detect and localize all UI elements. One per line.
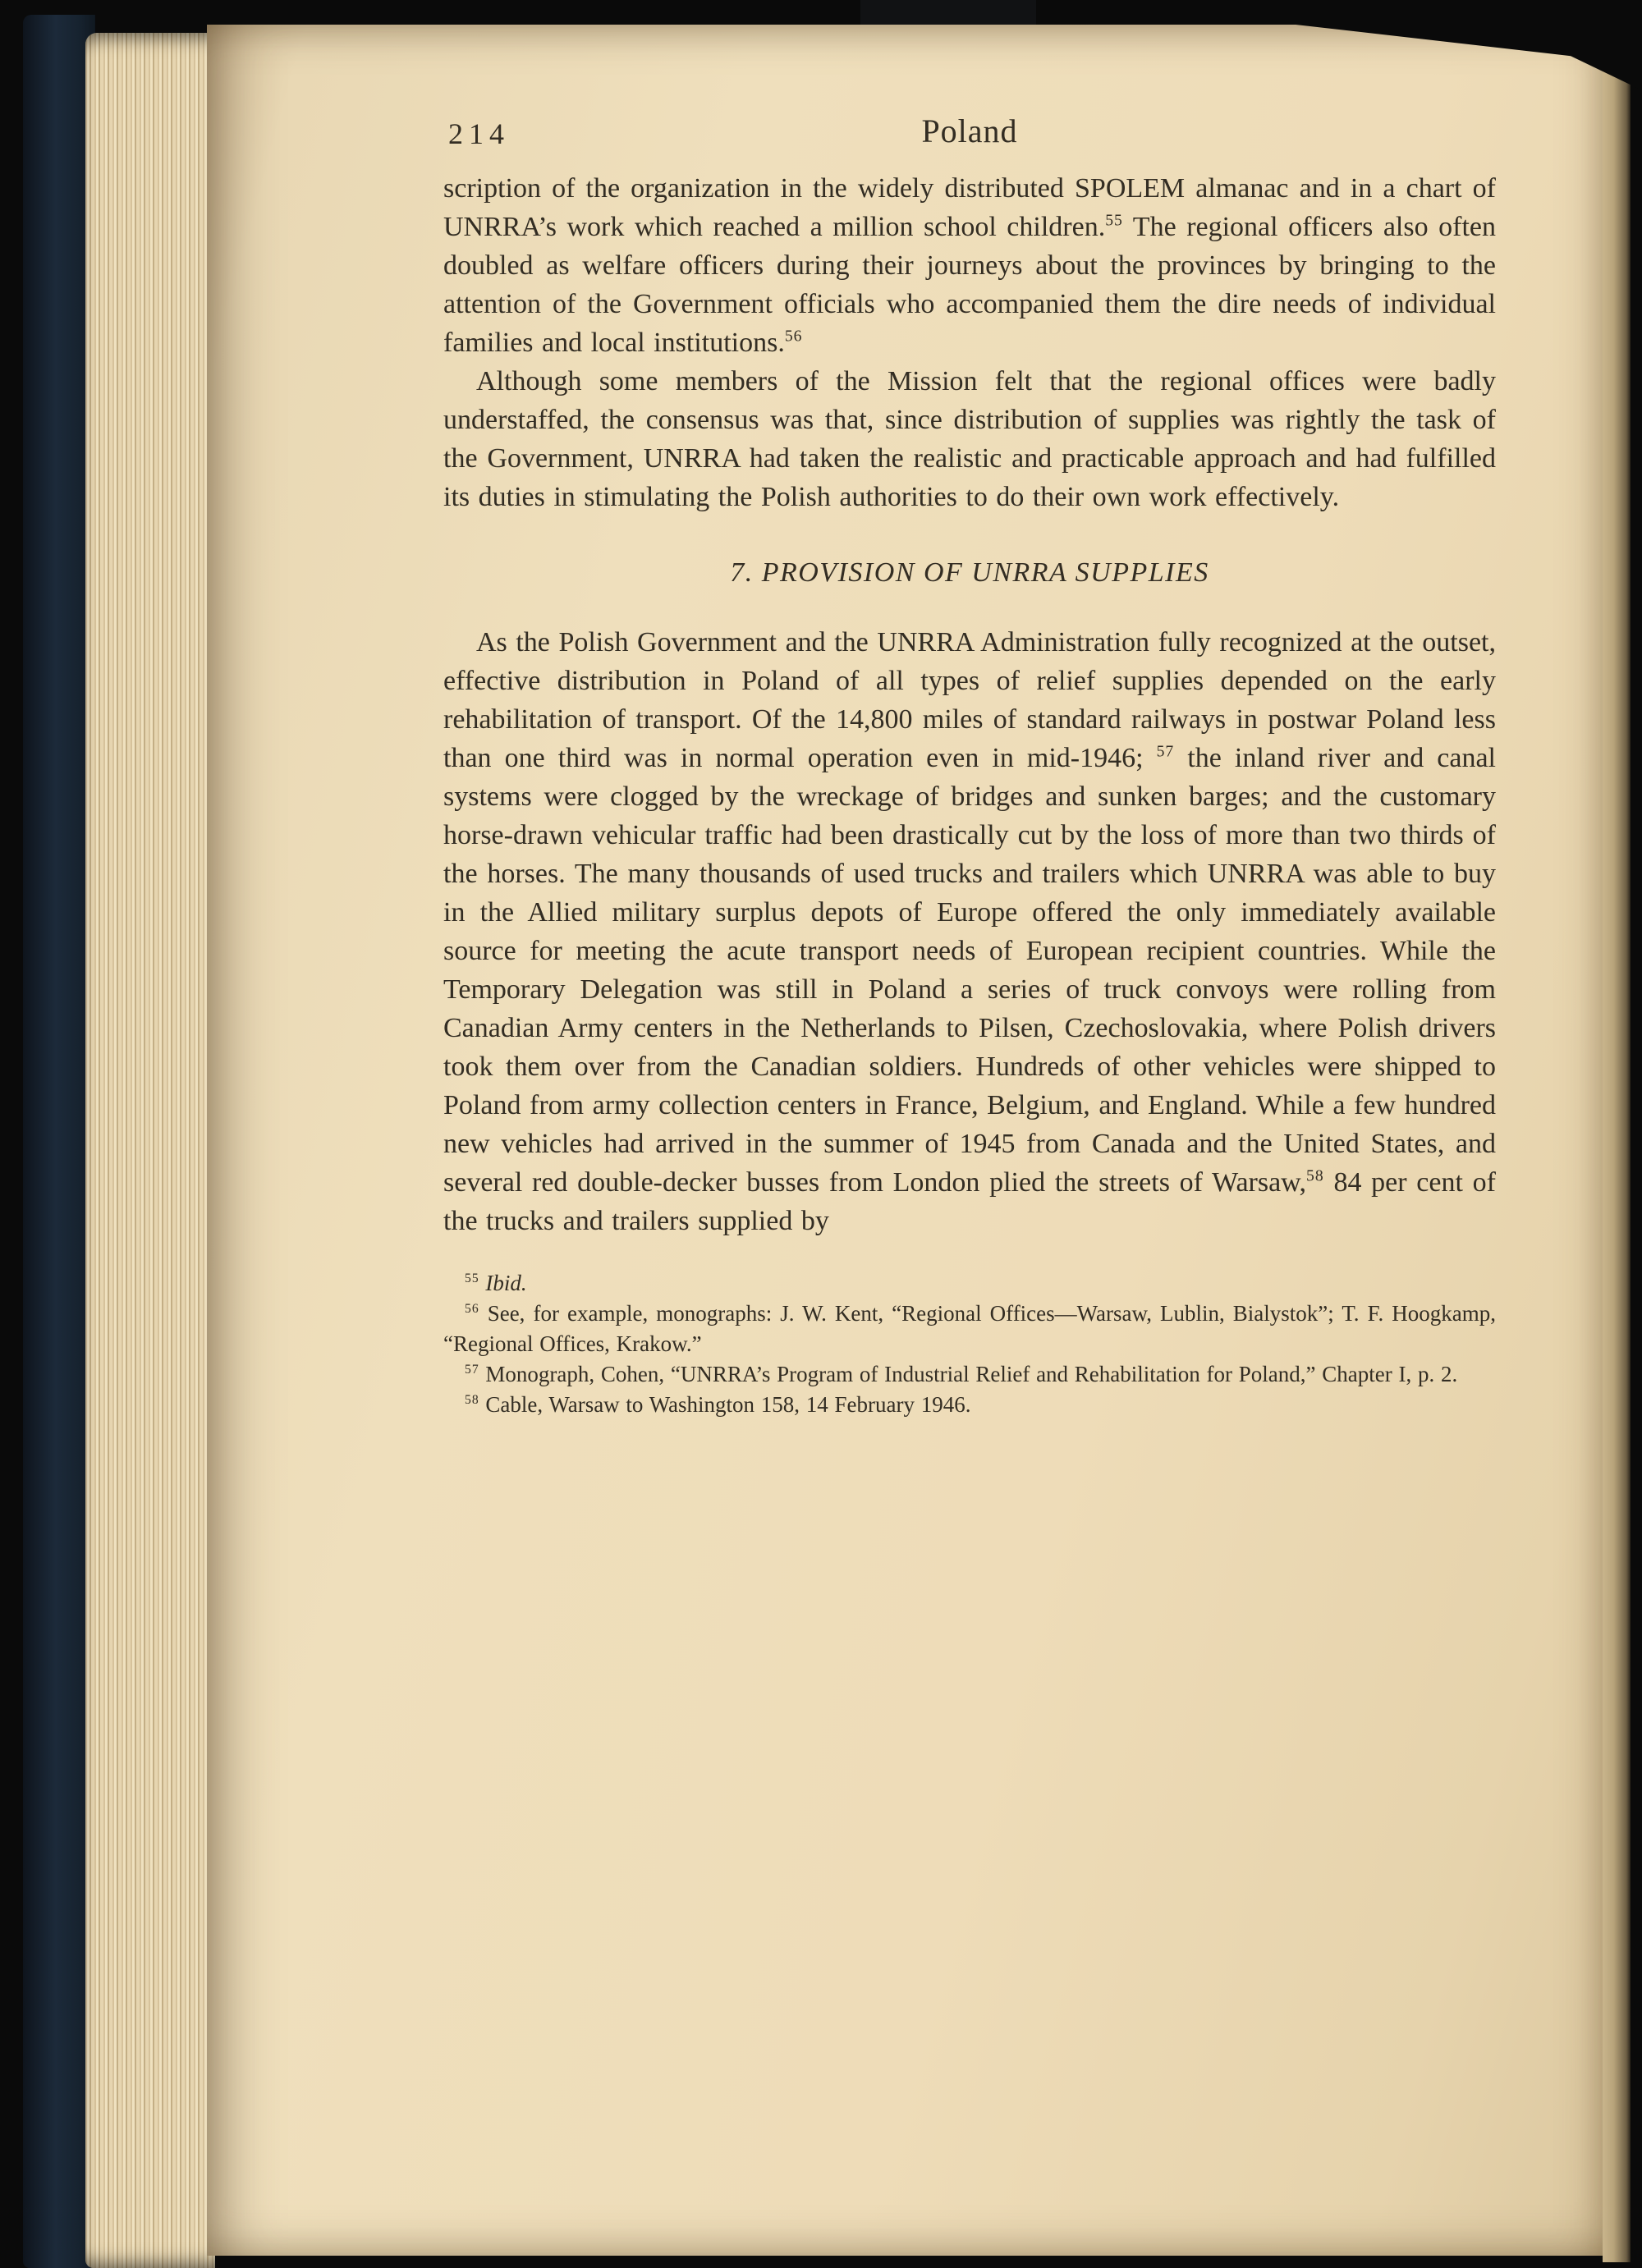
footnote-number: 56 <box>465 1302 479 1316</box>
paragraph-1 <box>443 169 1496 362</box>
book-page <box>207 25 1603 2256</box>
footnote-58 <box>443 1390 1496 1420</box>
footnote-56 <box>443 1299 1496 1359</box>
footnote-marker-58: 58 <box>1306 1166 1324 1185</box>
book-page-edges <box>85 33 215 2268</box>
footnotes-section <box>443 1268 1496 1420</box>
footnote-57 <box>443 1359 1496 1390</box>
footnote-marker-57: 57 <box>1156 742 1175 761</box>
section-heading: 7. PROVISION OF UNRRA SUPPLIES <box>730 557 1209 588</box>
footnote-marker-55: 55 <box>1105 211 1123 230</box>
footnote-text: See, for example, monographs: J. W. Kent, “Regional Offices—Warsaw, Lublin, Bialystok”; T. F. Hoogkamp, “Regional Offices, Krakow.” <box>443 1301 1496 1356</box>
book-spine <box>23 15 95 2268</box>
footnote-number: 57 <box>465 1363 479 1377</box>
paragraph-text: 84 per cent of the trucks and trailers supplied by <box>443 1167 1496 1236</box>
paragraph-text: The regional officers also often doubled as welfare officers during their journeys about the provinces by bringing to the attention of the Government officials who accompanied them the dire needs of individual families and local institutions. <box>443 212 1496 358</box>
paragraph-text: As the Polish Government and the UNRRA Administration fully recognized at the outset, effective distribution in Poland of all types of relief supplies depended on the early rehabilitation of transport. Of the 14,800 miles of standard railways in postwar Poland less than one third was in normal operation even in mid-1946; <box>443 627 1496 773</box>
footnote-55 <box>443 1268 1496 1299</box>
page-header <box>443 110 1496 158</box>
page-text-block <box>443 110 1496 1420</box>
paragraph-3 <box>443 623 1496 1240</box>
footnote-number: 55 <box>465 1271 479 1285</box>
footnote-text: Ibid. <box>479 1271 527 1295</box>
footnote-text: Monograph, Cohen, “UNRRA’s Program of Industrial Relief and Rehabilitation for Poland,” Chapter I, p. 2. <box>479 1362 1458 1386</box>
paragraph-text: the inland river and canal systems were clogged by the wreckage of bridges and sunken barges; and the customary horse-drawn vehicular traffic had been drastically cut by the loss of more than two thirds of the horses. The many thousands of used trucks and trailers which UNRRA was able to buy in the Allied military surplus depots of Europe offered the only immediately available source for meeting the acute transport needs of European recipient countries. While the Temporary Delegation was still in Poland a series of truck convoys were rolling from Canadian Army centers in the Netherlands to Pilsen, Czechoslovakia, where Polish drivers took them over from the Canadian soldiers. Hundreds of other vehicles were shipped to Poland from army collection centers in France, Belgium, and England. While a few hundred new vehicles had arrived in the summer of 1945 from Canada and the United States, and several red double-decker busses from London plied the streets of Warsaw, <box>443 743 1497 1198</box>
paragraph-text: scription of the organization in the widely distributed SPOLEM almanac and in a chart of UNRRA’s work which reached a million school children. <box>443 173 1496 242</box>
book-right-page-edge <box>1603 38 1631 2262</box>
footnote-number: 58 <box>465 1393 479 1407</box>
footnote-text: Cable, Warsaw to Washington 158, 14 February 1946. <box>479 1392 971 1417</box>
paragraph-2: Although some members of the Mission felt that the regional offices were badly understaffed, the consensus was that, since distribution of supplies was rightly the task of the Government, UNRRA had taken the realistic and practicable approach and had fulfilled its duties in stimulating the Polish authorities to do their own work effectively. <box>443 366 1496 512</box>
page-number: 214 <box>448 117 510 150</box>
running-header: Poland <box>921 112 1018 149</box>
footnote-marker-56: 56 <box>784 327 803 346</box>
